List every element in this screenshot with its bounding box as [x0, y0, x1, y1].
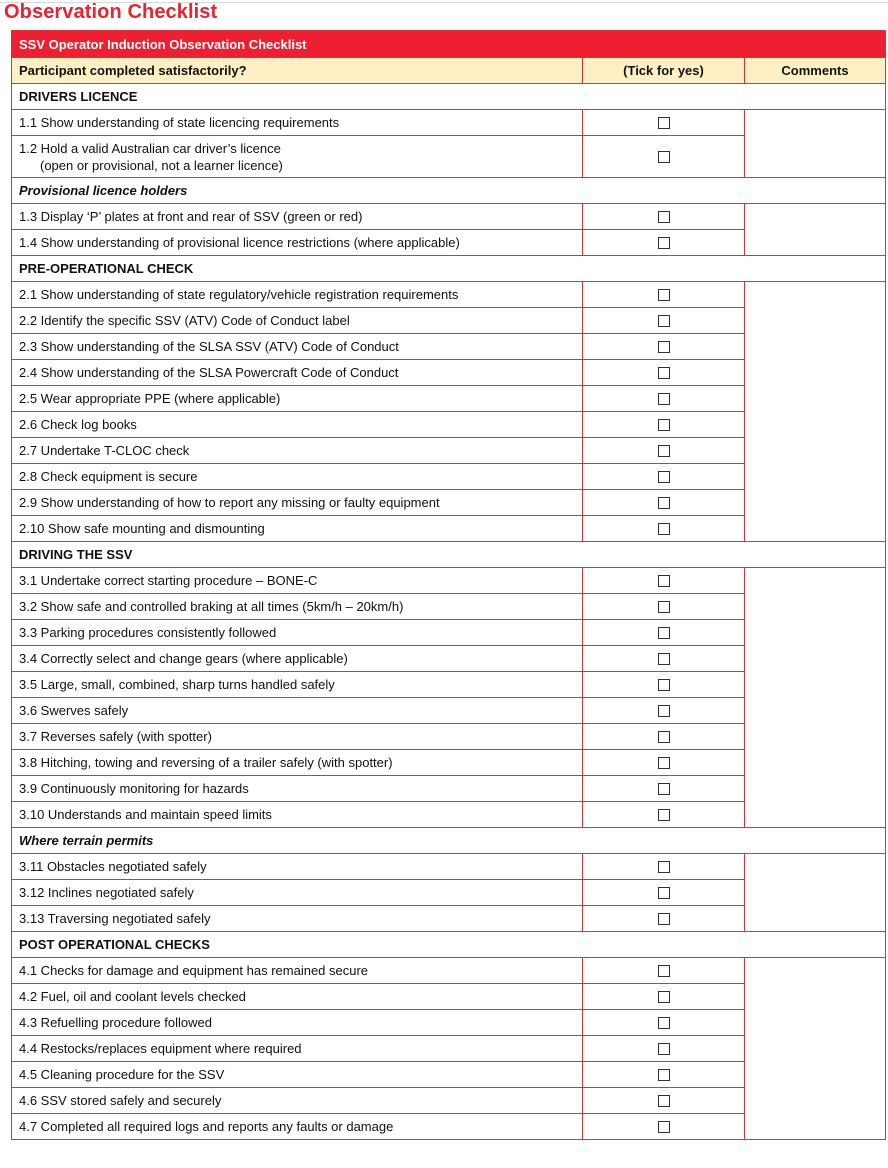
tick-checkbox[interactable] [658, 1017, 670, 1029]
checklist-item-label: 3.12 Inclines negotiated safely [12, 880, 583, 906]
section-heading-row [12, 84, 886, 110]
comments-cell[interactable] [745, 282, 886, 542]
checklist-item-label: 3.11 Obstacles negotiated safely [12, 854, 583, 880]
checklist-item-label: 2.5 Wear appropriate PPE (where applicable) [12, 386, 583, 412]
checklist-item-label: 2.2 Identify the specific SSV (ATV) Code of Conduct label [12, 308, 583, 334]
tick-checkbox[interactable] [658, 861, 670, 873]
tick-cell [583, 880, 745, 906]
tick-cell [583, 1036, 745, 1062]
checklist-item-label: 4.5 Cleaning procedure for the SSV [12, 1062, 583, 1088]
tick-checkbox[interactable] [658, 151, 670, 163]
tick-cell [583, 136, 745, 178]
tick-cell [583, 1088, 745, 1114]
section-heading-row [12, 542, 886, 568]
section-heading-row [12, 178, 886, 204]
page-title: Observation Checklist [4, 1, 218, 23]
tick-cell [583, 698, 745, 724]
tick-cell [583, 672, 745, 698]
checklist-item-label: 3.13 Traversing negotiated safely [12, 906, 583, 932]
tick-checkbox[interactable] [658, 1121, 670, 1133]
tick-checkbox[interactable] [658, 393, 670, 405]
section-heading: POST OPERATIONAL CHECKS [12, 932, 886, 958]
tick-cell [583, 334, 745, 360]
checklist-item-label: 4.2 Fuel, oil and coolant levels checked [12, 984, 583, 1010]
comments-cell[interactable] [745, 204, 886, 256]
checklist-item-label: 3.9 Continuously monitoring for hazards [12, 776, 583, 802]
checklist-item-label: 1.4 Show understanding of provisional licence restrictions (where applicable) [12, 230, 583, 256]
tick-checkbox[interactable] [658, 315, 670, 327]
tick-cell [583, 204, 745, 230]
tick-checkbox[interactable] [658, 913, 670, 925]
checklist-item-row [12, 110, 886, 136]
tick-cell [583, 906, 745, 932]
tick-checkbox[interactable] [658, 601, 670, 613]
tick-checkbox[interactable] [658, 705, 670, 717]
tick-checkbox[interactable] [658, 575, 670, 587]
section-heading-row [12, 256, 886, 282]
comments-cell[interactable] [745, 854, 886, 932]
section-heading: DRIVING THE SSV [12, 542, 886, 568]
tick-checkbox[interactable] [658, 117, 670, 129]
checklist-item-row [12, 958, 886, 984]
tick-cell [583, 854, 745, 880]
tick-cell [583, 776, 745, 802]
tick-cell [583, 308, 745, 334]
comments-cell[interactable] [745, 110, 886, 178]
checklist-item-label: 2.4 Show understanding of the SLSA Powercraft Code of Conduct [12, 360, 583, 386]
tick-checkbox[interactable] [658, 289, 670, 301]
checklist-item-label: 2.1 Show understanding of state regulatory/vehicle registration requirements [12, 282, 583, 308]
checklist-item-label: 3.2 Show safe and controlled braking at all times (5km/h – 20km/h) [12, 594, 583, 620]
tick-checkbox[interactable] [658, 1043, 670, 1055]
checklist-item-label: 3.7 Reverses safely (with spotter) [12, 724, 583, 750]
tick-checkbox[interactable] [658, 445, 670, 457]
checklist-item-label: 3.1 Undertake correct starting procedure – BONE-C [12, 568, 583, 594]
checklist-item-row [12, 854, 886, 880]
checklist-item-label [12, 136, 583, 178]
tick-checkbox[interactable] [658, 1069, 670, 1081]
tick-cell [583, 464, 745, 490]
checklist-item-label: 3.8 Hitching, towing and reversing of a trailer safely (with spotter) [12, 750, 583, 776]
checklist-item-label: 3.5 Large, small, combined, sharp turns handled safely [12, 672, 583, 698]
checklist-item-label: 4.1 Checks for damage and equipment has remained secure [12, 958, 583, 984]
checklist-item-label: 2.8 Check equipment is secure [12, 464, 583, 490]
tick-checkbox[interactable] [658, 679, 670, 691]
tick-checkbox[interactable] [658, 237, 670, 249]
tick-checkbox[interactable] [658, 887, 670, 899]
tick-cell [583, 620, 745, 646]
section-heading: Where terrain permits [12, 828, 886, 854]
checklist-item-label: 4.3 Refuelling procedure followed [12, 1010, 583, 1036]
tick-cell [583, 802, 745, 828]
tick-cell [583, 230, 745, 256]
checklist-item-row [12, 204, 886, 230]
tick-checkbox[interactable] [658, 497, 670, 509]
section-heading: PRE-OPERATIONAL CHECK [12, 256, 886, 282]
comments-cell[interactable] [745, 568, 886, 828]
tick-cell [583, 386, 745, 412]
table-header-row [12, 31, 886, 58]
checklist-item-label: 4.4 Restocks/replaces equipment where required [12, 1036, 583, 1062]
observation-checklist-table [11, 30, 886, 1140]
tick-cell [583, 724, 745, 750]
tick-cell [583, 1062, 745, 1088]
checklist-item-label: 2.7 Undertake T-CLOC check [12, 438, 583, 464]
checklist-item-note: (open or provisional, not a learner licence) [40, 157, 283, 173]
tick-cell [583, 984, 745, 1010]
tick-checkbox[interactable] [658, 419, 670, 431]
tick-checkbox[interactable] [658, 523, 670, 535]
checklist-item-label: 3.3 Parking procedures consistently followed [12, 620, 583, 646]
checklist-item-label: 3.6 Swerves safely [12, 698, 583, 724]
tick-cell [583, 594, 745, 620]
checklist-item-label: 3.10 Understands and maintain speed limits [12, 802, 583, 828]
checklist-item-label: 2.3 Show understanding of the SLSA SSV (ATV) Code of Conduct [12, 334, 583, 360]
tick-checkbox[interactable] [658, 731, 670, 743]
tick-cell [583, 360, 745, 386]
tick-checkbox[interactable] [658, 757, 670, 769]
tick-checkbox[interactable] [658, 809, 670, 821]
checklist-item-label: 4.7 Completed all required logs and reports any faults or damage [12, 1114, 583, 1140]
comments-column-header: Comments [745, 58, 886, 84]
checklist-item-row [12, 282, 886, 308]
tick-checkbox[interactable] [658, 211, 670, 223]
tick-checkbox[interactable] [658, 991, 670, 1003]
checklist-item-label: 2.6 Check log books [12, 412, 583, 438]
tick-cell [583, 110, 745, 136]
tick-cell [583, 646, 745, 672]
tick-cell [583, 490, 745, 516]
checklist-item-label: 1.3 Display ‘P’ plates at front and rear of SSV (green or red) [12, 204, 583, 230]
tick-checkbox[interactable] [658, 471, 670, 483]
tick-cell [583, 958, 745, 984]
tick-cell [583, 1114, 745, 1140]
tick-cell [583, 750, 745, 776]
table-header: SSV Operator Induction Observation Checklist [12, 31, 886, 58]
section-heading: Provisional licence holders [12, 178, 886, 204]
checklist-item-label: 3.4 Correctly select and change gears (where applicable) [12, 646, 583, 672]
tick-checkbox[interactable] [658, 653, 670, 665]
checklist-item-label: 2.10 Show safe mounting and dismounting [12, 516, 583, 542]
checklist-item-row [12, 568, 886, 594]
checklist-item-label: 1.1 Show understanding of state licencing requirements [12, 110, 583, 136]
tick-cell [583, 412, 745, 438]
tick-checkbox[interactable] [658, 1095, 670, 1107]
question-label: Participant completed satisfactorily? [12, 58, 583, 84]
comments-cell[interactable] [745, 958, 886, 1140]
tick-checkbox[interactable] [658, 367, 670, 379]
tick-checkbox[interactable] [658, 341, 670, 353]
tick-cell [583, 438, 745, 464]
checklist-item-label: 2.9 Show understanding of how to report any missing or faulty equipment [12, 490, 583, 516]
tick-checkbox[interactable] [658, 627, 670, 639]
tick-column-header: (Tick for yes) [583, 58, 745, 84]
section-heading: DRIVERS LICENCE [12, 84, 886, 110]
tick-checkbox[interactable] [658, 965, 670, 977]
checklist-item-label: 4.6 SSV stored safely and securely [12, 1088, 583, 1114]
tick-cell [583, 568, 745, 594]
section-heading-row [12, 932, 886, 958]
tick-cell [583, 516, 745, 542]
question-row [12, 58, 886, 84]
tick-checkbox[interactable] [658, 783, 670, 795]
section-heading-row [12, 828, 886, 854]
tick-cell [583, 1010, 745, 1036]
checklist-item-text: 1.2 Hold a valid Australian car driver’s licence [19, 140, 281, 156]
tick-cell [583, 282, 745, 308]
